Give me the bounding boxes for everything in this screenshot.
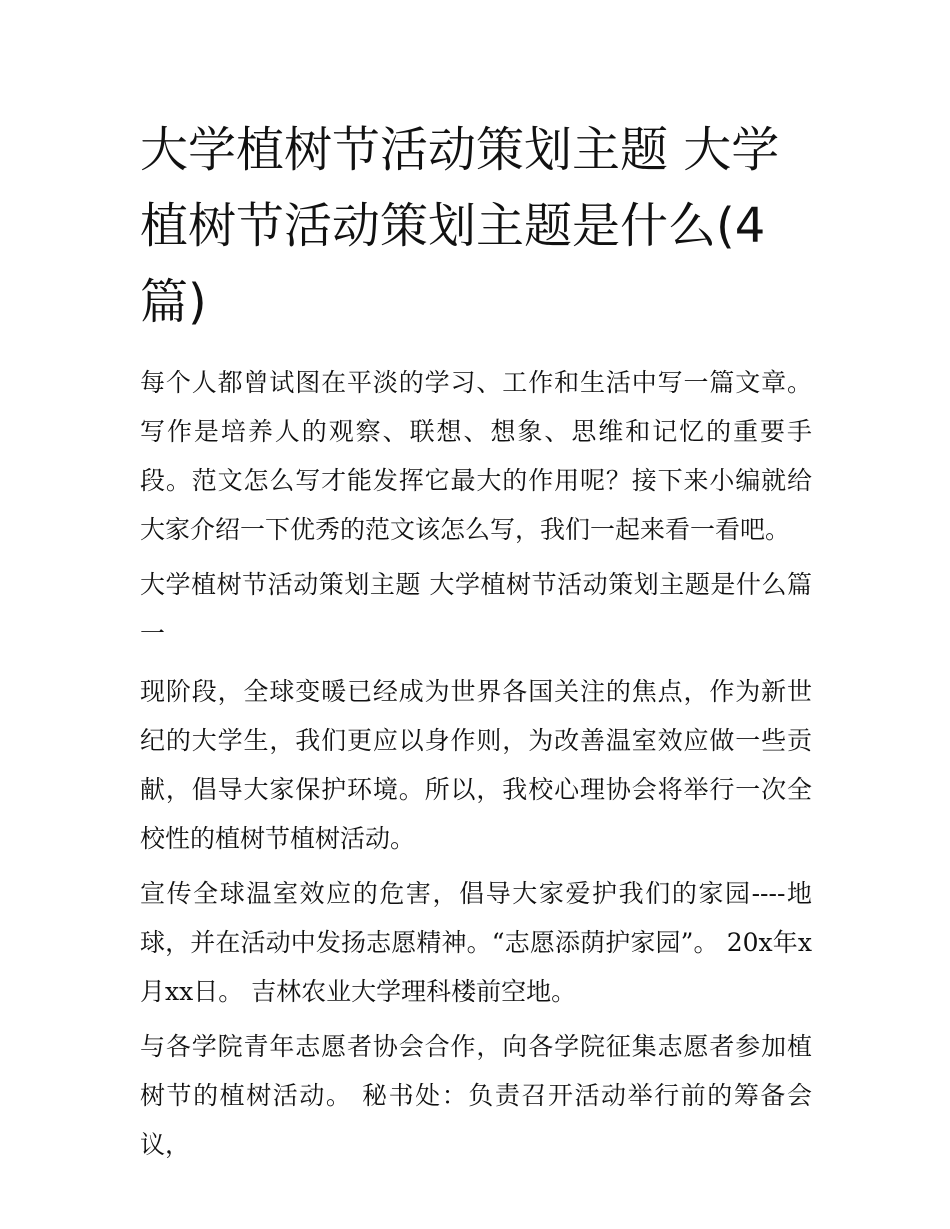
section-heading: 大学植树节活动策划主题 大学植树节活动策划主题是什么篇一 [140, 570, 812, 648]
body-paragraph: 宣传全球温室效应的危害，倡导大家爱护我们的家园----地球，并在活动中发扬志愿精神。“志愿添荫护家园”。 20x年x月xx日。 吉林农业大学理科楼前空地。 [140, 879, 812, 1006]
intro-paragraph: 每个人都曾试图在平淡的学习、工作和生活中写一篇文章。写作是培养人的观察、联想、想象、思维和记忆的重要手段。范文怎么写才能发挥它最大的作用呢？接下来小编就给大家介绍一下优秀的范文该怎么写，我们一起来看一看吧。 [140, 368, 812, 544]
body-paragraph: 现阶段，全球变暖已经成为世界各国关注的焦点，作为新世纪的大学生，我们更应以身作则，为改善温室效应做一些贡献，倡导大家保护环境。所以，我校心理协会将举行一次全校性的植树节植树活动。 [140, 677, 812, 853]
document-body [140, 358, 812, 1175]
body-paragraph: 与各学院青年志愿者协会合作，向各学院征集志愿者参加植树节的植树活动。 秘书处：负责召开活动举行前的筹备会议， [140, 1032, 812, 1159]
document-title: 大学植树节活动策划主题 大学植树节活动策划主题是什么(4篇) [140, 122, 780, 330]
